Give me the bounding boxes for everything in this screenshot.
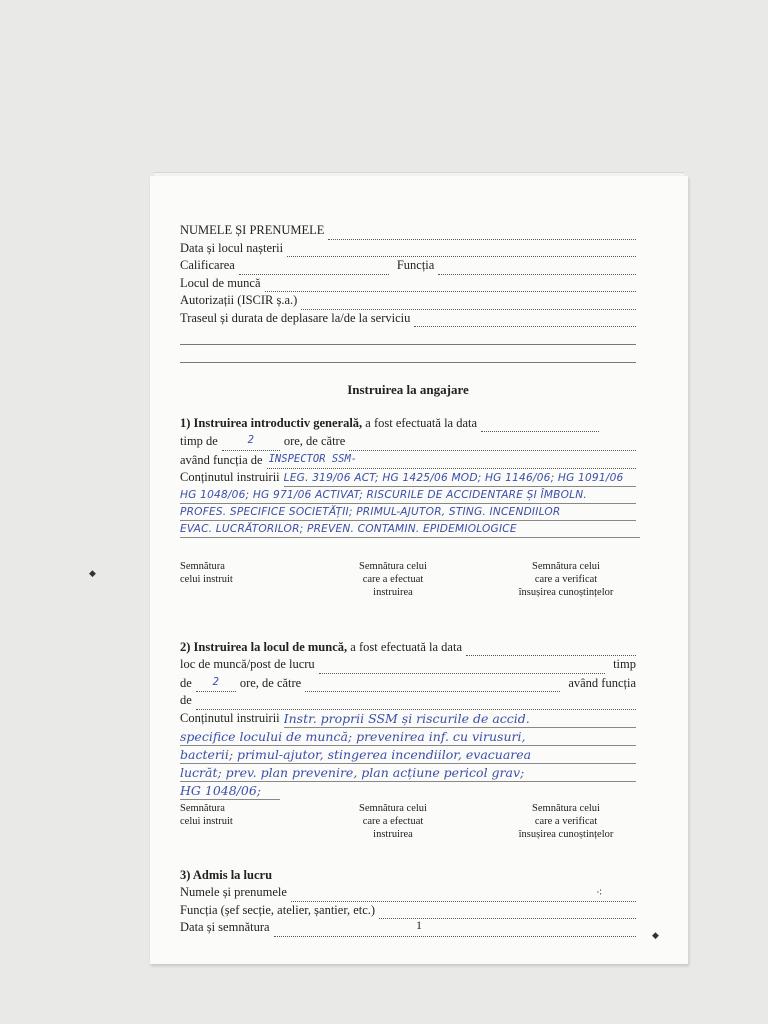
s1-heading-bold: 1) Instruirea introductiv generală, bbox=[180, 415, 363, 430]
page-number: 1 bbox=[416, 918, 422, 932]
sign-verifier: Semnătura celui care a verificat însușirea cunoștințelor bbox=[518, 802, 614, 840]
s2-time bbox=[180, 674, 636, 693]
field-blank[interactable] bbox=[305, 678, 560, 692]
handwritten-line: PROFES. SPECIFICE SOCIETĂȚII; PRIMUL-AJUTOR, STING. INCENDIILOR bbox=[180, 504, 636, 521]
handwritten-line: bacterii; primul-ajutor, stingerea incendiilor, evacuarea bbox=[180, 746, 636, 764]
s1-heading-rest: a fost efectuată la data bbox=[362, 415, 478, 430]
s2-workplace bbox=[180, 656, 636, 674]
handwritten-line: HG 1048/06; HG 971/06 ACTIVAT; RISCURILE DE ACCIDENTARE ȘI ÎMBOLN. bbox=[180, 487, 636, 504]
field-label: ore, de către bbox=[239, 675, 302, 690]
ink-speck: ◆ bbox=[652, 930, 659, 940]
sign-trainer: Semnătura celui care a efectuat instruirea bbox=[359, 802, 427, 840]
handwritten-line: Instr. proprii SSM și riscurile de accid. bbox=[284, 710, 636, 728]
page-title: Instruirea la angajare bbox=[347, 382, 469, 397]
role-value[interactable]: INSPECTOR SSM- bbox=[267, 451, 636, 470]
field-label: Traseul și durata de deplasare la/de la serviciu bbox=[180, 310, 411, 325]
field-label: ore, de către bbox=[283, 434, 346, 448]
field-qualification bbox=[180, 257, 636, 275]
s1-content bbox=[180, 469, 636, 487]
field-label: având funcția bbox=[568, 675, 636, 690]
sign-trainee: Semnătura celui instruit bbox=[180, 802, 233, 827]
field-label: Funcția bbox=[396, 258, 435, 272]
field-label: Calificarea bbox=[180, 258, 235, 272]
field-label: Funcția (șef secție, atelier, șantier, etc.) bbox=[180, 902, 376, 917]
s2-signatures bbox=[180, 802, 636, 841]
handwritten-line: LEG. 319/06 ACT; HG 1425/06 MOD; HG 1146/06; HG 1091/06 bbox=[284, 470, 636, 487]
field-authorizations bbox=[180, 292, 636, 310]
date-blank[interactable] bbox=[481, 418, 599, 432]
handwritten-line: specifice locului de muncă; prevenirea inf. cu virusuri, bbox=[180, 728, 636, 746]
s1-time bbox=[180, 432, 636, 451]
field-label: Conținutul instruirii bbox=[180, 711, 280, 725]
field-label: timp de bbox=[180, 434, 218, 448]
field-label: Numele și prenumele bbox=[180, 885, 287, 899]
field-blank[interactable] bbox=[287, 243, 636, 257]
s2-content bbox=[180, 710, 636, 728]
handwritten-line: lucrăt; prev. plan prevenire, plan acțiune pericol grav; bbox=[180, 764, 636, 782]
sign-verifier: Semnătura celui care a verificat însușirea cunoștințelor bbox=[518, 560, 614, 598]
field-label: Data și locul nașterii bbox=[180, 240, 284, 255]
ink-speck: ◆ bbox=[89, 568, 96, 578]
s2-heading-bold: 2) Instruirea la locul de muncă, bbox=[180, 639, 348, 654]
field-workplace bbox=[180, 275, 636, 293]
field-blank[interactable] bbox=[265, 278, 636, 292]
time-value[interactable]: 2 bbox=[196, 674, 236, 693]
field-label: Locul de muncă bbox=[180, 275, 261, 290]
ink-speck: ⁖ bbox=[596, 887, 603, 899]
s2-role-line bbox=[180, 692, 636, 710]
field-blank[interactable] bbox=[328, 226, 636, 240]
sign-trainer: Semnătura celui care a efectuat instruirea bbox=[359, 560, 427, 598]
field-birth bbox=[180, 240, 636, 258]
time-value[interactable]: 2 bbox=[222, 432, 280, 451]
field-blank[interactable] bbox=[196, 696, 636, 710]
handwritten-line: HG 1048/06; bbox=[180, 782, 280, 800]
paper-sheet bbox=[150, 176, 688, 964]
date-blank[interactable] bbox=[466, 642, 636, 656]
field-blank[interactable] bbox=[291, 888, 636, 902]
field-label: de bbox=[180, 675, 192, 690]
empty-line[interactable] bbox=[180, 328, 636, 345]
s2-heading bbox=[180, 639, 636, 657]
s1-role bbox=[180, 451, 636, 470]
s2-heading-rest: a fost efectuată la data bbox=[347, 639, 463, 654]
field-label: având funcția de bbox=[180, 452, 263, 467]
field-label: Data și semnătura bbox=[180, 920, 270, 934]
s1-heading bbox=[180, 415, 636, 433]
field-blank[interactable] bbox=[438, 261, 636, 275]
field-label: Autorizații (ISCIR ș.a.) bbox=[180, 293, 298, 307]
field-blank[interactable] bbox=[319, 660, 605, 674]
field-route bbox=[180, 310, 636, 328]
field-label: NUMELE ȘI PRENUMELE bbox=[180, 223, 325, 237]
field-blank[interactable] bbox=[379, 905, 636, 919]
empty-line[interactable] bbox=[180, 346, 636, 363]
handwritten-line: EVAC. LUCRĂTORILOR; PREVEN. CONTAMIN. EPIDEMIOLOGICE bbox=[180, 521, 640, 538]
field-blank[interactable] bbox=[349, 437, 636, 451]
sign-trainee: Semnătura celui instruit bbox=[180, 560, 233, 585]
field-blank[interactable] bbox=[301, 296, 636, 310]
s1-signatures bbox=[180, 560, 636, 599]
employment-training-form bbox=[180, 222, 636, 937]
field-label: de bbox=[180, 693, 192, 707]
field-blank[interactable] bbox=[414, 313, 636, 327]
field-label: timp bbox=[613, 657, 636, 671]
field-label: loc de muncă/post de lucru bbox=[180, 657, 315, 671]
s3-heading: 3) Admis la lucru bbox=[180, 867, 273, 882]
field-label: Conținutul instruirii bbox=[180, 470, 280, 484]
s3-name bbox=[180, 884, 636, 902]
field-blank[interactable] bbox=[239, 261, 389, 275]
s3-function bbox=[180, 902, 636, 920]
field-name bbox=[180, 222, 636, 240]
